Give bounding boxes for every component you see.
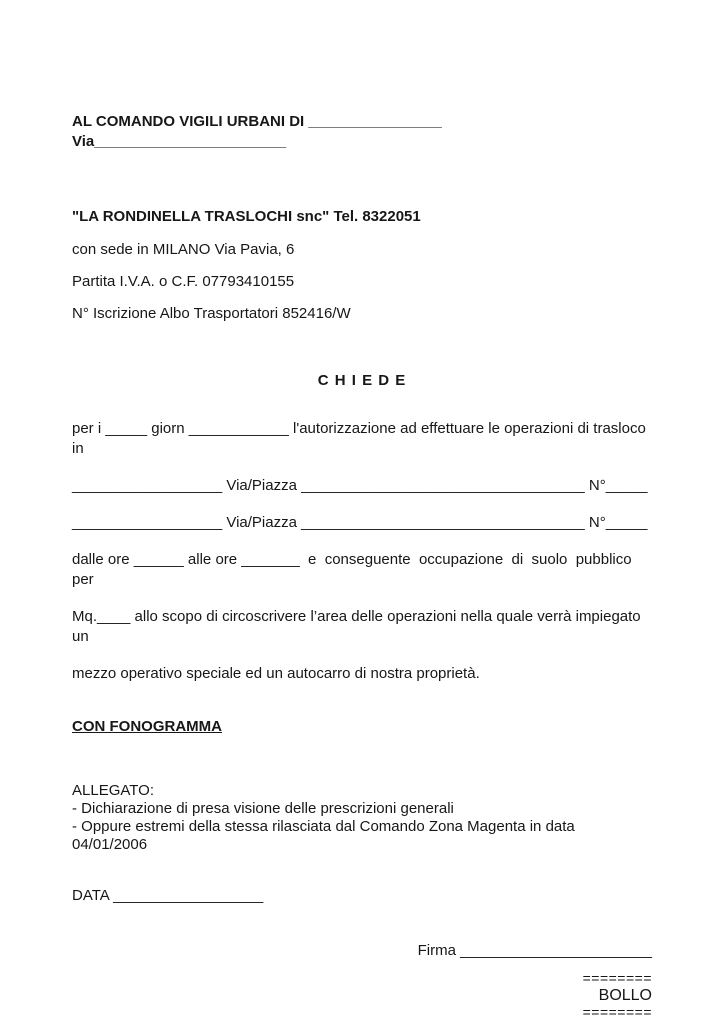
signature-line: Firma _______________________ <box>417 942 652 959</box>
request-line: __________________ Via/Piazza __________________________________ N°_____ <box>72 514 648 531</box>
header-line: AL COMANDO VIGILI URBANI DI ________________ Via_______________________ <box>72 113 447 150</box>
request-line: Mq.____ allo scopo di circoscrivere l’area delle operazioni nella quale verrà impiegato un <box>72 608 645 645</box>
bollo-top-rule: ======== <box>582 970 652 986</box>
bollo-bottom-rule: ======== <box>582 1004 652 1020</box>
fonogramma-heading: CON FONOGRAMMA <box>72 718 222 735</box>
bollo-stamp-block <box>72 971 652 1020</box>
bollo-label: BOLLO <box>598 987 652 1004</box>
allegato-heading: ALLEGATO: <box>72 782 154 799</box>
allegato-item: - Dichiarazione di presa visione delle prescrizioni generali <box>72 800 454 817</box>
company-registration-number: N° Iscrizione Albo Trasportatori 852416/W <box>72 305 351 322</box>
date-line: DATA __________________ <box>72 887 264 904</box>
chiede-title: C H I E D E <box>317 372 407 389</box>
document-content <box>0 112 724 1020</box>
request-line: mezzo operativo speciale ed un autocarro di nostra proprietà. <box>72 665 480 682</box>
request-line: dalle ore ______ alle ore _______ e conseguente occupazione di suolo pubblico per <box>72 551 640 588</box>
request-line: per i _____ giorn ____________ l'autorizzazione ad effettuare le operazioni di trasloco in <box>72 420 650 457</box>
company-vat-number: Partita I.V.A. o C.F. 07793410155 <box>72 273 295 290</box>
company-address: con sede in MILANO Via Pavia, 6 <box>72 241 295 258</box>
allegato-item: - Oppure estremi della stessa rilasciata dal Comando Zona Magenta in data 04/01/2006 <box>72 818 579 853</box>
company-name: "LA RONDINELLA TRASLOCHI snc" Tel. 8322051 <box>72 208 421 225</box>
request-line: __________________ Via/Piazza __________________________________ N°_____ <box>72 477 648 494</box>
